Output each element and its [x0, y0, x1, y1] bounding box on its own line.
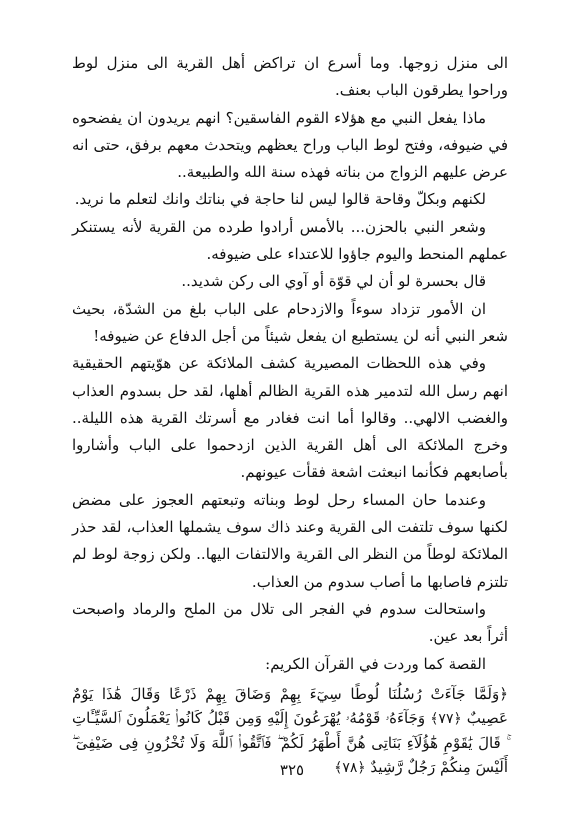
paragraph-3: لكنهم وبكلّ وقاحة قالوا ليس لنا حاجة في بناتك وانك لتعلم ما نريد. [74, 190, 486, 209]
paragraph-7: وفي هذه اللحظات المصيرية كشف الملائكة عن هوّيتهم الحقيقية انهم رسل الله لتدمير هذه القرية الظالم أهلها، لقد حل بسدوم العذاب والغضب الالهي.. وقالوا أما انت فغادر مع أسرتك القرية هذه الليلة.. وخرج الملائكة الى أهل القرية الذين ازدحموا على الباب وأشاروا بأصابعهم فكأنما انبعثت اشعة فقأت عيونهم. [72, 354, 508, 482]
page-number: ٣٢٥ [279, 761, 305, 779]
quran-verse-77: ﴿وَلَمَّا جَآءَتْ رُسُلُنَا لُوطًا سِيٓءَ بِهِمْ وَضَاقَ بِهِمْ ذَرْعًا وَقَالَ هَٰذَا يَوْمٌ عَصِيبٌ [72, 684, 508, 727]
ayah-number-78: ﴿٧٨﴾ [334, 759, 366, 776]
quran-intro: القصة كما وردت في القرآن الكريم: [265, 654, 486, 673]
quran-verse-78: وَجَآءَهُۥ قَوْمُهُۥ يُهْرَعُونَ إِلَيْهِ وَمِن قَبْلُ كَانُوا۟ يَعْمَلُونَ ٱلسَّيِّـَٔاتِ ۚ قَالَ يَٰقَوْمِ هَٰٓؤُلَآءِ بَنَاتِى هُنَّ أَطْهَرُ لَكُمْ ۖ فَٱتَّقُوا۟ ٱللَّهَ وَلَا تُخْزُونِ فِى ضَيْفِىٓ ۖ أَلَيْسَ مِنكُمْ رَجُلٌ رَّشِيدٌ [72, 708, 508, 776]
paragraph-9: واستحالت سدوم في الفجر الى تلال من الملح والرماد واصبحت أثراً بعد عين. [72, 599, 508, 646]
paragraph-2: ماذا يفعل النبي مع هؤلاء القوم الفاسقين؟ انهم يريدون ان يفضحوه في ضيوفه، وفتح لوط الباب وراح يعظهم ويتحدث معهم برفق، حتى انه عرض عليهم الزواج من بناته فهذه سنة الله والطبيعة.. [72, 108, 508, 182]
paragraph-5: قال بحسرة لو أن لي قوّة أو آوي الى ركن شديد.. [181, 272, 486, 291]
ayah-number-77-text: ٧٧ [438, 710, 454, 727]
ayah-number-77: ﴿٧٧﴾ [430, 710, 462, 727]
body-text [72, 50, 508, 678]
paragraph-4: وشعر النبي بالحزن... بالأمس أرادوا طرده من القرية لأنه يستنكر عملهم المنحط واليوم جاؤوا للاعتداء على ضيوفه. [72, 217, 508, 264]
paragraph-1: الى منزل زوجها. وما أسرع ان تراكض أهل القرية الى منزل لوط وراحوا يطرقون الباب بعنف. [72, 54, 508, 100]
ayah-number-78-text: ٧٨ [342, 759, 358, 776]
paragraph-6: ان الأمور تزداد سوءاً والازدحام على الباب بلغ من الشدّة، بحيث شعر النبي أنه لن يستطيع ان يفعل شيئاً من أجل الدفاع عن ضيوفه! [72, 299, 508, 345]
paragraph-8: وعندما حان المساء رحل لوط وبناته وتبعتهم العجوز على مضض لكنها سوف تلتفت الى القرية وعند ذاك سوف يشملها العذاب، لقد حذر الملائكة لوطاً من النظر الى القرية والالتفات اليها.. ولكن زوجة لوط لم تلتزم فاصابها ما أصاب سدوم من العذاب. [72, 490, 508, 591]
